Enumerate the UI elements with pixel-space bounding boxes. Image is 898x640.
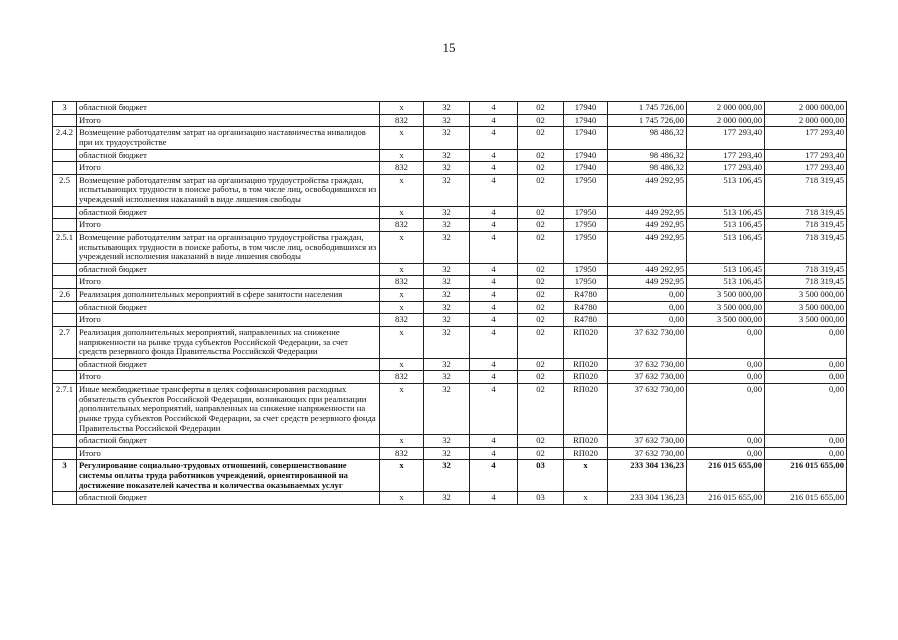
- cell-code: RП020: [564, 447, 608, 460]
- cell-amount-3: 216 015 655,00: [765, 460, 847, 492]
- cell-amount-2: 0,00: [687, 435, 765, 448]
- cell-grbs: х: [380, 231, 424, 263]
- cell-amount-1: 0,00: [608, 314, 687, 327]
- row-description: Реализация дополнительных мероприятий, направленных на снижение напряженности на рынке труда субъектов Российской Федерации, за счет средств резервного фонда Правительства Российской Федерации: [77, 326, 380, 358]
- row-description: Итого: [77, 371, 380, 384]
- page-number: 15: [442, 40, 456, 55]
- cell-amount-2: 2 000 000,00: [687, 114, 765, 127]
- cell-grbs: 832: [380, 162, 424, 175]
- cell-amount-2: 2 000 000,00: [687, 102, 765, 115]
- cell-section: 32: [424, 492, 470, 505]
- row-number: [53, 314, 77, 327]
- cell-grbs: х: [380, 460, 424, 492]
- cell-article: 02: [518, 263, 564, 276]
- cell-article: 02: [518, 301, 564, 314]
- cell-amount-3: 2 000 000,00: [765, 102, 847, 115]
- cell-section: 32: [424, 326, 470, 358]
- cell-article: 02: [518, 276, 564, 289]
- cell-amount-1: 449 292,95: [608, 231, 687, 263]
- cell-article: 02: [518, 289, 564, 302]
- cell-subsection: 4: [470, 289, 518, 302]
- cell-amount-2: 0,00: [687, 447, 765, 460]
- cell-amount-1: 37 632 730,00: [608, 358, 687, 371]
- table-row: [53, 162, 847, 175]
- cell-amount-2: 0,00: [687, 371, 765, 384]
- table-row: [53, 384, 847, 435]
- cell-grbs: 832: [380, 219, 424, 232]
- cell-code: 17950: [564, 174, 608, 206]
- cell-amount-3: 177 293,40: [765, 162, 847, 175]
- row-description: областной бюджет: [77, 206, 380, 219]
- row-number: [53, 162, 77, 175]
- cell-section: 32: [424, 314, 470, 327]
- cell-amount-2: 216 015 655,00: [687, 460, 765, 492]
- cell-code: 17950: [564, 219, 608, 232]
- cell-code: х: [564, 460, 608, 492]
- cell-grbs: х: [380, 384, 424, 435]
- cell-section: 32: [424, 460, 470, 492]
- cell-grbs: 832: [380, 371, 424, 384]
- cell-code: 17950: [564, 206, 608, 219]
- cell-amount-3: 2 000 000,00: [765, 114, 847, 127]
- row-description: областной бюджет: [77, 102, 380, 115]
- cell-amount-2: 0,00: [687, 384, 765, 435]
- cell-amount-1: 0,00: [608, 289, 687, 302]
- cell-section: 32: [424, 276, 470, 289]
- cell-subsection: 4: [470, 276, 518, 289]
- row-number: 2.5.1: [53, 231, 77, 263]
- cell-grbs: х: [380, 149, 424, 162]
- row-description: Возмещение работодателям затрат на организацию наставничества инвалидов при их трудоустройстве: [77, 127, 380, 149]
- table-row: [53, 219, 847, 232]
- row-number: [53, 371, 77, 384]
- row-number: 2.7.1: [53, 384, 77, 435]
- cell-subsection: 4: [470, 219, 518, 232]
- row-number: 2.4.2: [53, 127, 77, 149]
- cell-section: 32: [424, 447, 470, 460]
- cell-article: 02: [518, 149, 564, 162]
- cell-code: RП020: [564, 384, 608, 435]
- cell-code: 17940: [564, 102, 608, 115]
- cell-article: 02: [518, 326, 564, 358]
- cell-amount-2: 3 500 000,00: [687, 289, 765, 302]
- row-description: областной бюджет: [77, 263, 380, 276]
- cell-amount-1: 0,00: [608, 301, 687, 314]
- row-description: Иные межбюджетные трансферты в целях софинансирования расходных обязательств субъектов Российской Федерации, возникающих при реализации дополнительных мероприятий, направленных на снижение напряженности на рынке труда субъектов Российской Федерации, за счет средств резервного фонда Правительства Российской Федерации: [77, 384, 380, 435]
- table-row: [53, 358, 847, 371]
- cell-grbs: 832: [380, 447, 424, 460]
- row-description: Возмещение работодателям затрат на организацию трудоустройства граждан, испытывающих трудности в поиске работы, в том числе лиц, освободившихся из учреждений исполнения наказаний в виде лишения свободы: [77, 174, 380, 206]
- row-number: 3: [53, 102, 77, 115]
- cell-grbs: х: [380, 326, 424, 358]
- cell-amount-1: 37 632 730,00: [608, 371, 687, 384]
- row-description: Итого: [77, 276, 380, 289]
- row-number: [53, 149, 77, 162]
- cell-amount-2: 3 500 000,00: [687, 301, 765, 314]
- cell-subsection: 4: [470, 149, 518, 162]
- cell-section: 32: [424, 358, 470, 371]
- cell-grbs: х: [380, 492, 424, 505]
- cell-code: RП020: [564, 371, 608, 384]
- cell-subsection: 4: [470, 447, 518, 460]
- table-row: [53, 460, 847, 492]
- cell-subsection: 4: [470, 460, 518, 492]
- cell-article: 02: [518, 371, 564, 384]
- cell-amount-1: 98 486,32: [608, 149, 687, 162]
- cell-section: 32: [424, 114, 470, 127]
- budget-table-body: [53, 102, 847, 505]
- cell-article: 02: [518, 435, 564, 448]
- cell-article: 02: [518, 231, 564, 263]
- row-number: [53, 219, 77, 232]
- row-number: 2.6: [53, 289, 77, 302]
- row-number: 2.7: [53, 326, 77, 358]
- cell-amount-1: 37 632 730,00: [608, 447, 687, 460]
- cell-grbs: х: [380, 127, 424, 149]
- cell-amount-3: 0,00: [765, 371, 847, 384]
- cell-article: 02: [518, 219, 564, 232]
- table-row: [53, 371, 847, 384]
- cell-article: 02: [518, 127, 564, 149]
- cell-article: 02: [518, 162, 564, 175]
- cell-code: 17950: [564, 231, 608, 263]
- cell-section: 32: [424, 149, 470, 162]
- cell-code: R4780: [564, 289, 608, 302]
- cell-section: 32: [424, 206, 470, 219]
- cell-article: 02: [518, 114, 564, 127]
- cell-subsection: 4: [470, 174, 518, 206]
- cell-amount-1: 1 745 726,00: [608, 102, 687, 115]
- cell-grbs: х: [380, 263, 424, 276]
- cell-code: 17940: [564, 149, 608, 162]
- cell-section: 32: [424, 384, 470, 435]
- cell-amount-1: 449 292,95: [608, 263, 687, 276]
- cell-code: х: [564, 492, 608, 505]
- cell-subsection: 4: [470, 102, 518, 115]
- table-row: [53, 114, 847, 127]
- cell-amount-3: 718 319,45: [765, 174, 847, 206]
- cell-code: 17950: [564, 263, 608, 276]
- cell-section: 32: [424, 263, 470, 276]
- row-description: Регулирование социально-трудовых отношений, совершенствование системы оплаты труда работников учреждений, ориентированной на достижение показателей качества и количества оказываемых услуг: [77, 460, 380, 492]
- cell-section: 32: [424, 127, 470, 149]
- cell-amount-1: 37 632 730,00: [608, 384, 687, 435]
- cell-amount-3: 177 293,40: [765, 149, 847, 162]
- table-row: [53, 435, 847, 448]
- row-description: областной бюджет: [77, 149, 380, 162]
- table-row: [53, 447, 847, 460]
- cell-amount-3: 718 319,45: [765, 219, 847, 232]
- cell-amount-1: 449 292,95: [608, 206, 687, 219]
- cell-amount-3: 3 500 000,00: [765, 301, 847, 314]
- row-number: [53, 263, 77, 276]
- table-row: [53, 149, 847, 162]
- cell-amount-2: 513 106,45: [687, 174, 765, 206]
- cell-grbs: х: [380, 301, 424, 314]
- cell-grbs: х: [380, 102, 424, 115]
- cell-code: 17940: [564, 114, 608, 127]
- cell-subsection: 4: [470, 384, 518, 435]
- cell-code: RП020: [564, 435, 608, 448]
- cell-amount-3: 0,00: [765, 384, 847, 435]
- table-row: [53, 231, 847, 263]
- table-row: [53, 301, 847, 314]
- cell-grbs: 832: [380, 114, 424, 127]
- cell-code: 17940: [564, 162, 608, 175]
- cell-subsection: 4: [470, 314, 518, 327]
- cell-code: 17950: [564, 276, 608, 289]
- cell-amount-3: 718 319,45: [765, 231, 847, 263]
- cell-grbs: х: [380, 358, 424, 371]
- cell-subsection: 4: [470, 231, 518, 263]
- cell-amount-1: 37 632 730,00: [608, 435, 687, 448]
- cell-code: R4780: [564, 314, 608, 327]
- row-number: 3: [53, 460, 77, 492]
- cell-article: 02: [518, 447, 564, 460]
- row-description: Итого: [77, 219, 380, 232]
- table-row: [53, 174, 847, 206]
- cell-amount-1: 449 292,95: [608, 276, 687, 289]
- cell-article: 02: [518, 102, 564, 115]
- row-number: 2.5: [53, 174, 77, 206]
- row-number: [53, 301, 77, 314]
- table-row: [53, 326, 847, 358]
- cell-amount-3: 718 319,45: [765, 276, 847, 289]
- cell-article: 03: [518, 492, 564, 505]
- cell-code: 17940: [564, 127, 608, 149]
- cell-amount-1: 449 292,95: [608, 219, 687, 232]
- cell-amount-3: 177 293,40: [765, 127, 847, 149]
- cell-grbs: х: [380, 206, 424, 219]
- cell-section: 32: [424, 231, 470, 263]
- row-description: областной бюджет: [77, 301, 380, 314]
- row-description: Реализация дополнительных мероприятий в сфере занятости населения: [77, 289, 380, 302]
- cell-amount-2: 177 293,40: [687, 127, 765, 149]
- cell-section: 32: [424, 162, 470, 175]
- row-description: Возмещение работодателям затрат на организацию трудоустройства граждан, испытывающих трудности в поиске работы, в том числе лиц, освободившихся из учреждений исполнения наказаний в виде лишения свободы: [77, 231, 380, 263]
- row-number: [53, 276, 77, 289]
- cell-amount-1: 98 486,32: [608, 162, 687, 175]
- cell-article: 02: [518, 314, 564, 327]
- cell-amount-3: 3 500 000,00: [765, 289, 847, 302]
- cell-amount-1: 233 304 136,23: [608, 460, 687, 492]
- cell-amount-2: 513 106,45: [687, 231, 765, 263]
- cell-section: 32: [424, 102, 470, 115]
- cell-article: 02: [518, 358, 564, 371]
- cell-amount-2: 513 106,45: [687, 219, 765, 232]
- cell-subsection: 4: [470, 358, 518, 371]
- row-number: [53, 492, 77, 505]
- row-description: областной бюджет: [77, 435, 380, 448]
- cell-amount-2: 177 293,40: [687, 162, 765, 175]
- cell-amount-2: 513 106,45: [687, 263, 765, 276]
- table-row: [53, 276, 847, 289]
- table-row: [53, 102, 847, 115]
- cell-amount-2: 216 015 655,00: [687, 492, 765, 505]
- cell-amount-2: 513 106,45: [687, 206, 765, 219]
- cell-subsection: 4: [470, 114, 518, 127]
- cell-amount-3: 0,00: [765, 435, 847, 448]
- cell-grbs: 832: [380, 276, 424, 289]
- cell-amount-2: 0,00: [687, 358, 765, 371]
- cell-amount-2: 513 106,45: [687, 276, 765, 289]
- cell-subsection: 4: [470, 301, 518, 314]
- row-number: [53, 358, 77, 371]
- cell-amount-3: 3 500 000,00: [765, 314, 847, 327]
- cell-subsection: 4: [470, 206, 518, 219]
- table-row: [53, 127, 847, 149]
- cell-subsection: 4: [470, 127, 518, 149]
- cell-grbs: х: [380, 289, 424, 302]
- cell-section: 32: [424, 289, 470, 302]
- cell-article: 02: [518, 206, 564, 219]
- cell-section: 32: [424, 371, 470, 384]
- cell-amount-3: 0,00: [765, 358, 847, 371]
- cell-amount-1: 449 292,95: [608, 174, 687, 206]
- cell-code: R4780: [564, 301, 608, 314]
- cell-amount-1: 37 632 730,00: [608, 326, 687, 358]
- budget-table: [52, 101, 847, 505]
- row-description: Итого: [77, 114, 380, 127]
- table-row: [53, 206, 847, 219]
- table-row: [53, 263, 847, 276]
- row-number: [53, 206, 77, 219]
- row-description: Итого: [77, 314, 380, 327]
- cell-subsection: 4: [470, 371, 518, 384]
- cell-subsection: 4: [470, 435, 518, 448]
- cell-article: 02: [518, 174, 564, 206]
- cell-subsection: 4: [470, 263, 518, 276]
- cell-subsection: 4: [470, 162, 518, 175]
- cell-amount-1: 233 304 136,23: [608, 492, 687, 505]
- table-row: [53, 289, 847, 302]
- cell-subsection: 4: [470, 326, 518, 358]
- cell-section: 32: [424, 174, 470, 206]
- cell-amount-3: 718 319,45: [765, 263, 847, 276]
- cell-grbs: х: [380, 435, 424, 448]
- row-number: [53, 447, 77, 460]
- cell-section: 32: [424, 301, 470, 314]
- row-description: Итого: [77, 447, 380, 460]
- cell-section: 32: [424, 219, 470, 232]
- cell-amount-3: 0,00: [765, 447, 847, 460]
- cell-amount-2: 0,00: [687, 326, 765, 358]
- row-description: Итого: [77, 162, 380, 175]
- cell-amount-2: 177 293,40: [687, 149, 765, 162]
- cell-amount-3: 0,00: [765, 326, 847, 358]
- cell-code: RП020: [564, 326, 608, 358]
- cell-amount-2: 3 500 000,00: [687, 314, 765, 327]
- cell-grbs: 832: [380, 314, 424, 327]
- cell-amount-1: 1 745 726,00: [608, 114, 687, 127]
- cell-article: 03: [518, 460, 564, 492]
- cell-article: 02: [518, 384, 564, 435]
- row-number: [53, 435, 77, 448]
- row-number: [53, 114, 77, 127]
- table-row: [53, 314, 847, 327]
- cell-section: 32: [424, 435, 470, 448]
- cell-amount-3: 718 319,45: [765, 206, 847, 219]
- row-description: областной бюджет: [77, 358, 380, 371]
- table-row: [53, 492, 847, 505]
- row-description: областной бюджет: [77, 492, 380, 505]
- cell-amount-1: 98 486,32: [608, 127, 687, 149]
- cell-grbs: х: [380, 174, 424, 206]
- cell-subsection: 4: [470, 492, 518, 505]
- cell-code: RП020: [564, 358, 608, 371]
- cell-amount-3: 216 015 655,00: [765, 492, 847, 505]
